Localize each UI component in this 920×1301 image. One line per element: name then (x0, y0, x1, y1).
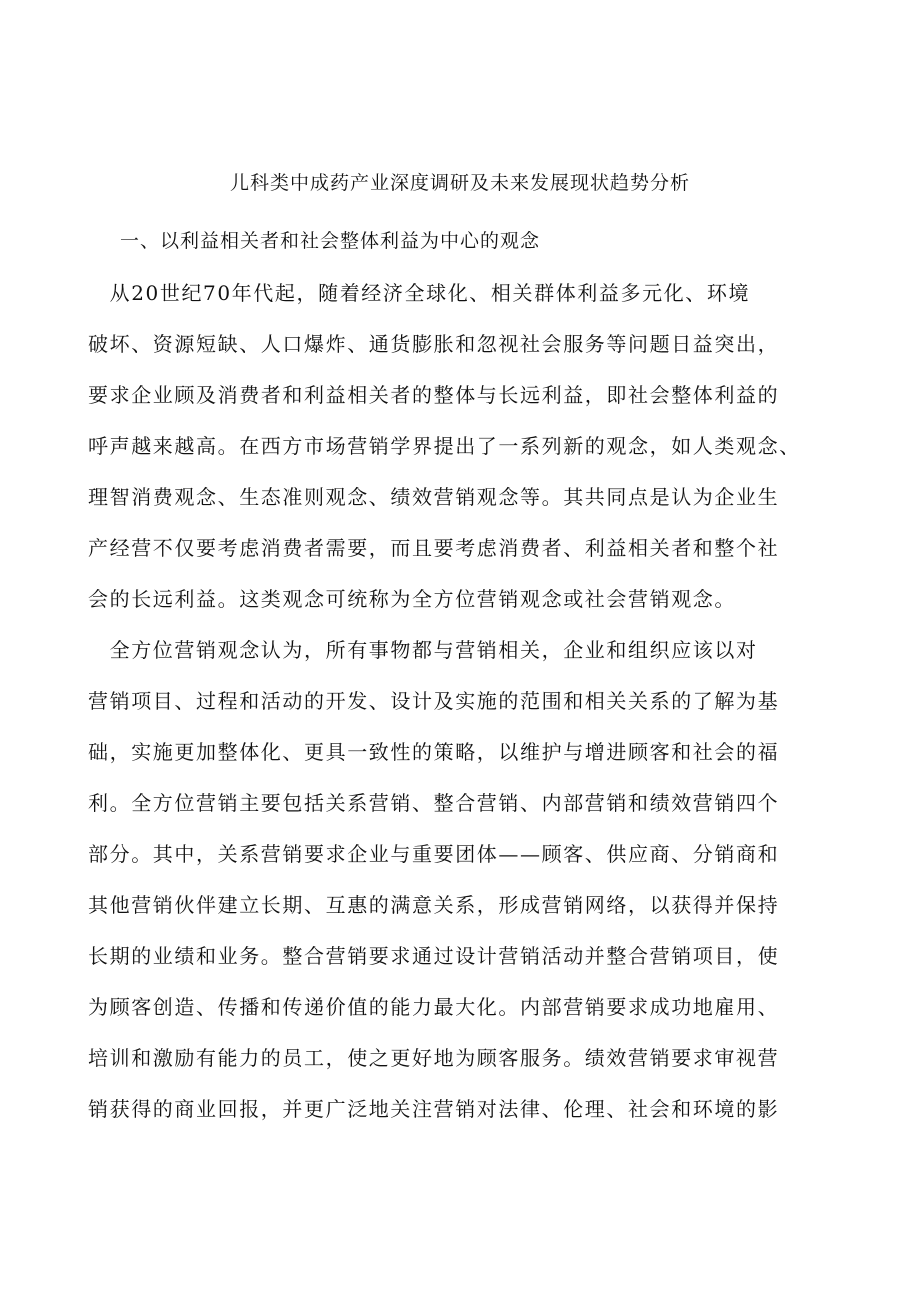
paragraph-line: 理智消费观念、生态准则观念、绩效营销观念等。其共同点是认为企业生 (88, 485, 780, 509)
paragraph-line: 部分。其中，关系营销要求企业与重要团体——顾客、供应商、分销商和 (88, 842, 780, 866)
paragraph-line: 破坏、资源短缺、人口爆炸、通货膨胀和忽视社会服务等问题日益突出， (88, 332, 780, 356)
paragraph-line: 从20世纪70年代起，随着经济全球化、相关群体利益多元化、环境 (88, 281, 751, 305)
paragraph-line: 会的长远利益。这类观念可统称为全方位营销观念或社会营销观念。 (88, 587, 736, 611)
paragraph-line: 培训和激励有能力的员工，使之更好地为顾客服务。绩效营销要求审视营 (88, 1046, 780, 1070)
paragraph-line: 长期的业绩和业务。整合营销要求通过设计营销活动并整合营销项目，使 (88, 944, 780, 968)
paragraph-line: 呼声越来越高。在西方市场营销学界提出了一系列新的观念，如人类观念、 (88, 434, 801, 458)
paragraph-line: 其他营销伙伴建立长期、互惠的满意关系，形成营销网络，以获得并保持 (88, 893, 780, 917)
paragraph-1 (88, 274, 868, 631)
paragraph-line: 全方位营销观念认为，所有事物都与营销相关，企业和组织应该以对 (88, 638, 758, 662)
paragraph-line: 础，实施更加整体化、更具一致性的策略，以维护与增进顾客和社会的福 (88, 740, 780, 764)
paragraph-line: 为顾客创造、传播和传递价值的能力最大化。内部营销要求成功地雇用、 (88, 995, 780, 1019)
paragraph-line: 销获得的商业回报，并更广泛地关注营销对法律、伦理、社会和环境的影 (88, 1097, 780, 1121)
document-title: 儿科类中成药产业深度调研及未来发展现状趋势分析 (229, 172, 690, 194)
paragraph-2 (88, 631, 868, 1141)
paragraph-line: 产经营不仅要考虑消费者需要，而且要考虑消费者、利益相关者和整个社 (88, 536, 780, 560)
paragraph-line: 营销项目、过程和活动的开发、设计及实施的范围和相关关系的了解为基 (88, 689, 780, 713)
section-heading: 一、以利益相关者和社会整体利益为中心的观念 (120, 230, 541, 252)
paragraph-line: 利。全方位营销主要包括关系营销、整合营销、内部营销和绩效营销四个 (88, 791, 780, 815)
paragraph-line: 要求企业顾及消费者和利益相关者的整体与长远利益，即社会整体利益的 (88, 383, 780, 407)
